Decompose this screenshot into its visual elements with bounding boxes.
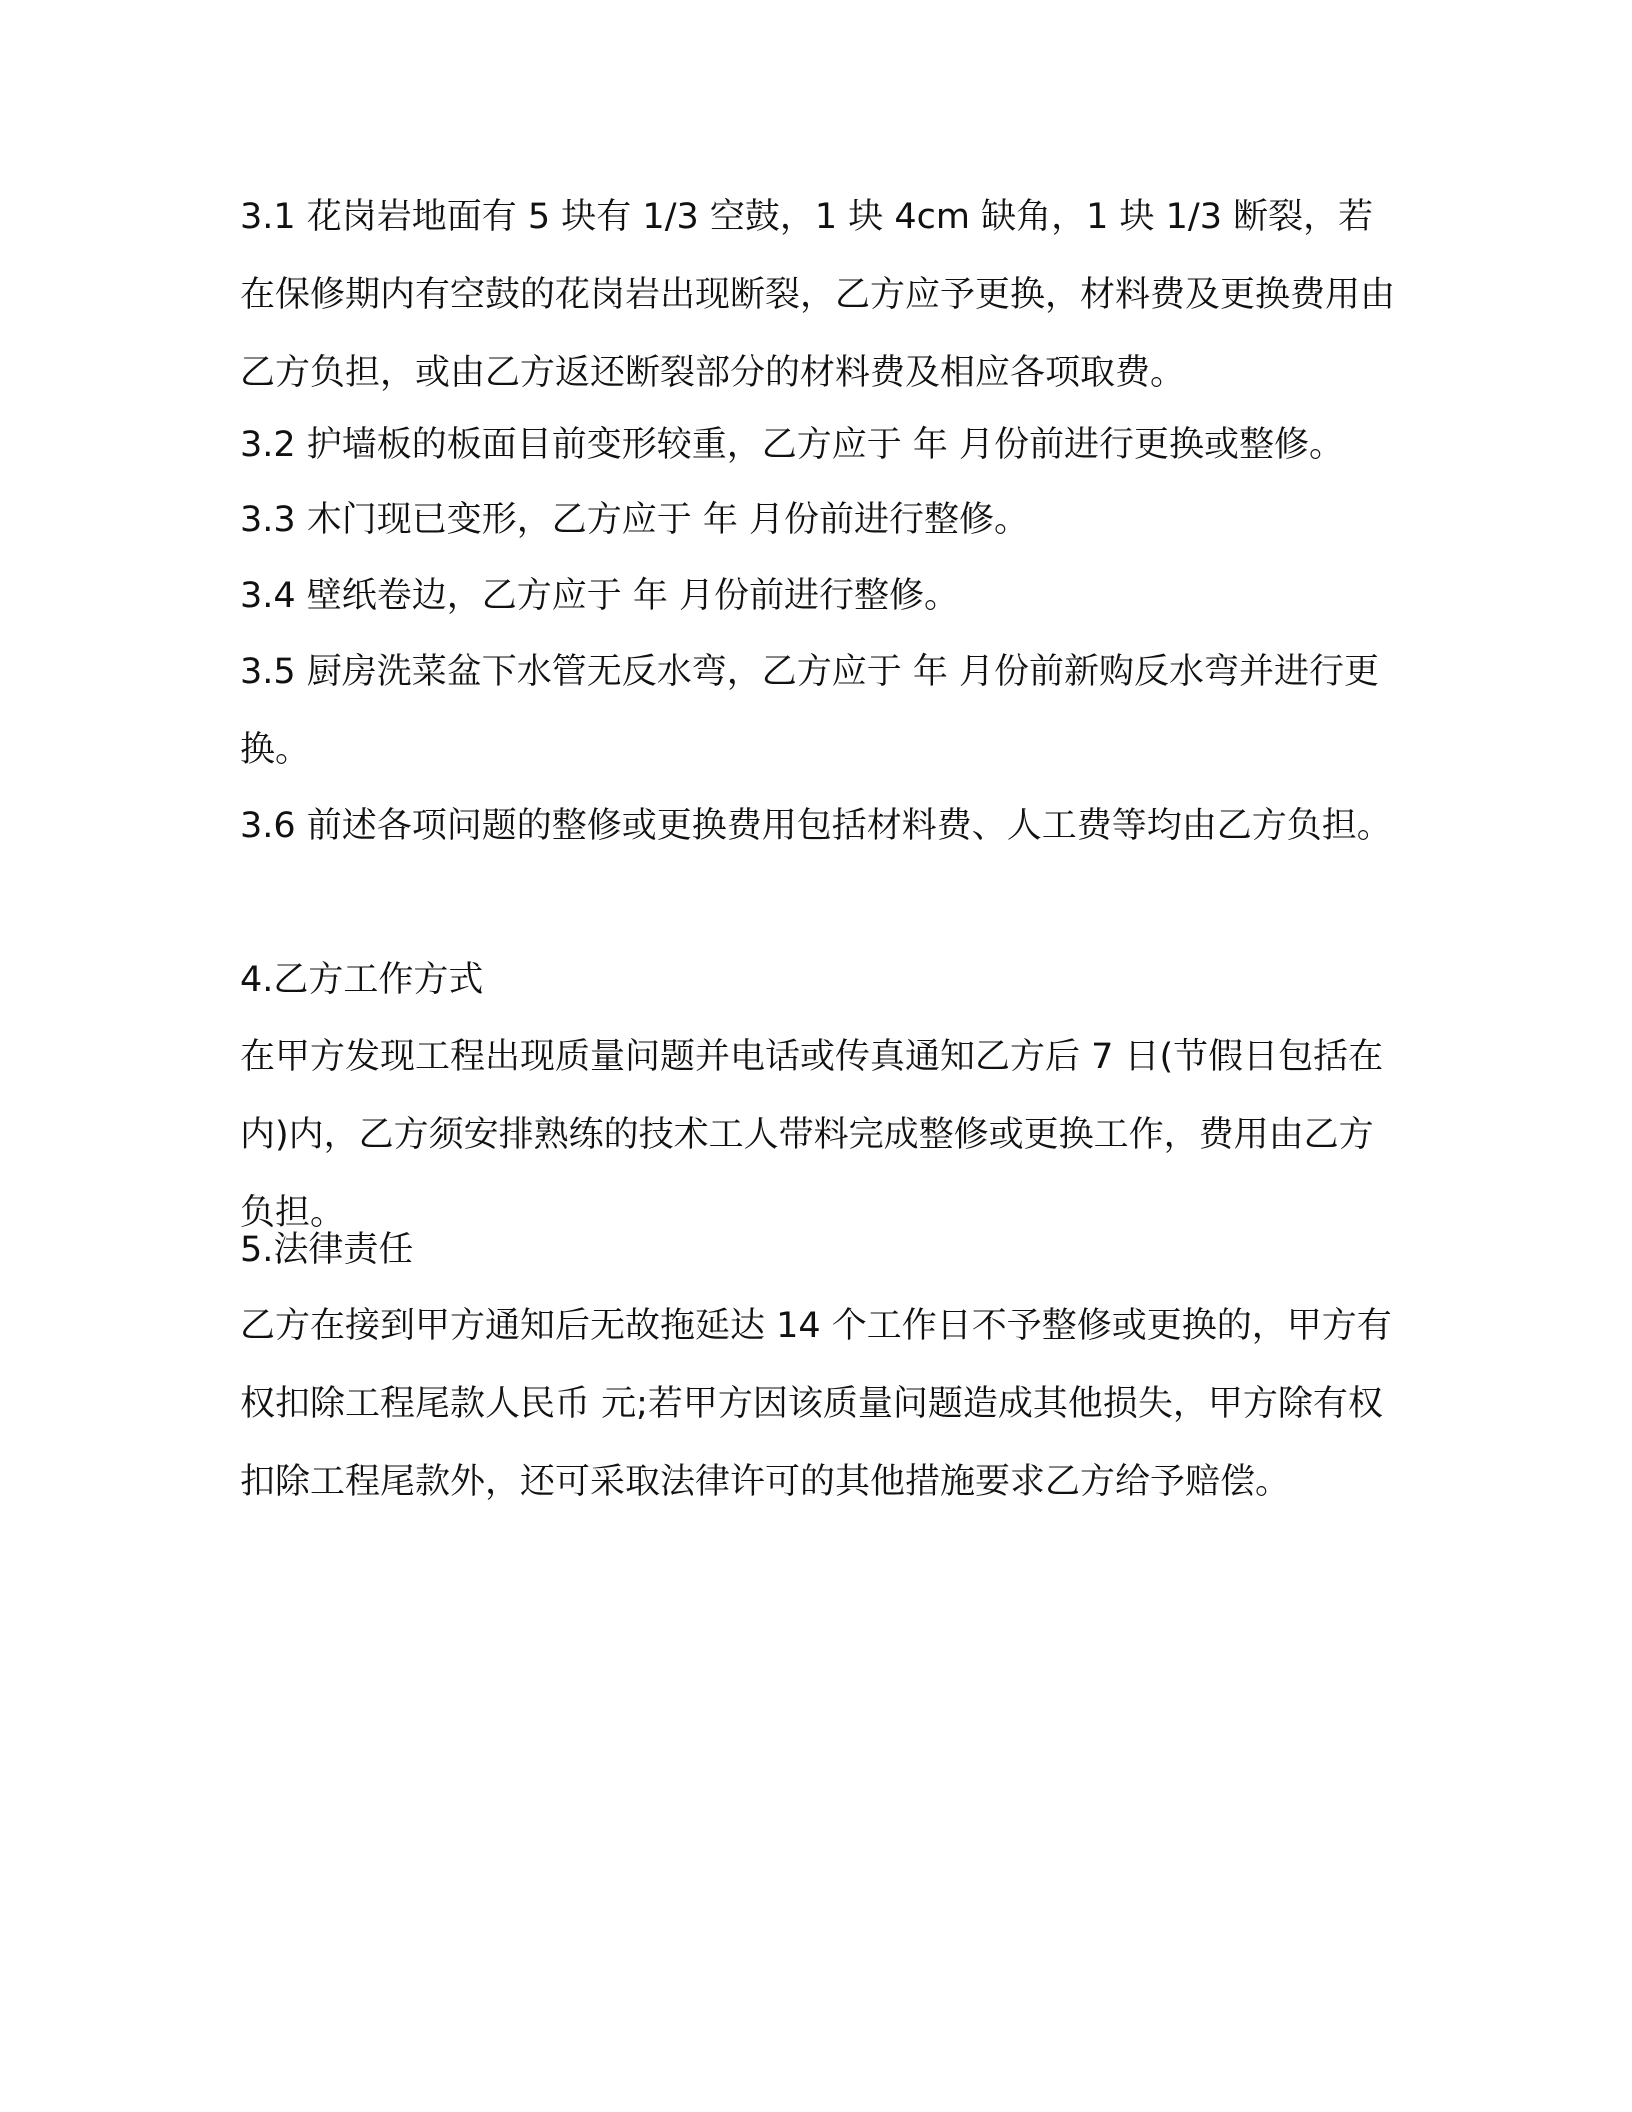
- section-3-2: 3.2 护墙板的板面目前变形较重，乙方应于 年 月份前进行更换或整修。: [240, 425, 1345, 465]
- section-3-1: 3.1 花岗岩地面有 5 块有 1/3 空鼓，1 块 4cm 缺角，1 块 1/3 断裂，若在保修期内有空鼓的花岗岩出现断裂，乙方应予更换，材料费及更换费用由乙方负担，或由乙方返还断裂部分的材料费及相应各项取费。: [240, 197, 1396, 393]
- section-5-body: 乙方在接到甲方通知后无故拖延达 14 个工作日不予整修或更换的，甲方有权扣除工程尾款人民币 元;若甲方因该质量问题造成其他损失，甲方除有权扣除工程尾款外，还可采取法律许可的其他措施要求乙方给予赔偿。: [240, 1306, 1392, 1502]
- section-3-5: 3.5 厨房洗菜盆下水管无反水弯，乙方应于 年 月份前新购反水弯并进行更换。: [240, 652, 1380, 770]
- section-3-3: 3.3 木门现已变形，乙方应于 年 月份前进行整修。: [240, 500, 1030, 540]
- section-4-body: 在甲方发现工程出现质量问题并电话或传真通知乙方后 7 日(节假日包括在内)内，乙方须安排熟练的技术工人带料完成整修或更换工作，费用由乙方负担。: [240, 1037, 1384, 1233]
- document-page: [240, 0, 1400, 2112]
- section-5-heading: 5.法律责任: [240, 1230, 414, 1270]
- section-3-4: 3.4 壁纸卷边，乙方应于 年 月份前进行整修。: [240, 576, 960, 616]
- section-3-6: 3.6 前述各项问题的整修或更换费用包括材料费、人工费等均由乙方负担。: [240, 806, 1392, 846]
- section-4-heading: 4.乙方工作方式: [240, 960, 484, 1000]
